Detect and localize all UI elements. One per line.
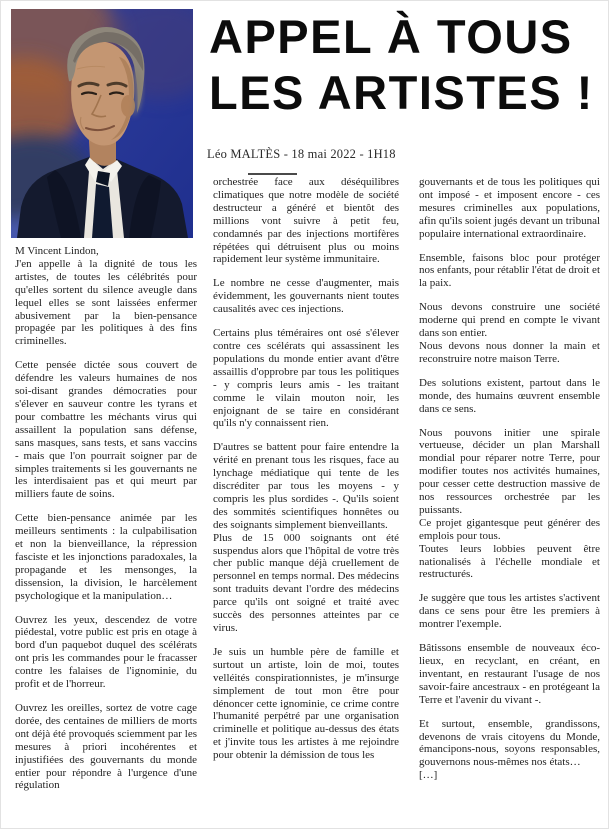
paragraph: Et surtout, ensemble, grandissons, devenons de vrais citoyens du Monde, émancipons-nous, soyons responsables, gouvernons nous-mêmes nos états…: [419, 717, 600, 769]
byline-divider: [248, 173, 297, 175]
column-right: [419, 176, 600, 782]
portrait-photo: [11, 9, 193, 238]
column-middle: [213, 176, 399, 762]
paragraph: Cette pensée dictée sous couvert de défendre les valeurs humaines de nos soi-disant grandes démocraties pour s'élever en sauveur contre les tyrans et pour combattre les méchants virus qui assaillent la population sans défense, sans masques, sans tests, et sans vaccins - mais que l'on pourrait soigner par de simples traitements si les gouvernants ne les interdisaient pas et qui meurt par milliers faute de soins.: [15, 359, 197, 501]
paragraph: Je suggère que tous les artistes s'activent dans ce sens pour être les premiers à montrer l'exemple.: [419, 592, 600, 631]
paragraph: Cette bien-pensance animée par les meilleurs sentiments : la culpabilisation et non la bienveillance, la répression fasciste et les injonctions paradoxales, la propagande et les mensonges, la dissension, la division, le harcèlement psychologique et la manipulation…: [15, 512, 197, 602]
title-line-1: APPEL À TOUS: [209, 10, 573, 63]
paragraph: Ensemble, faisons bloc pour protéger nos enfants, pour rétablir l'état de droit et la paix.: [419, 251, 600, 290]
paragraph: Bâtissons ensemble de nouveaux éco-lieux, en recyclant, en créant, en inventant, en restaurant l'usage de nos savoir-faire ancestraux - en protégeant la Terre et l'avenir du vivant -.: [419, 642, 600, 706]
paragraph: Certains plus téméraires ont osé s'élever contre ces scélérats qui assassinent les populations du monde entier avant d'être assaillis d'opprobre par tous les politiques - y compris leurs amis - les traitant comme le vilain mouton noir, les enjoignant de se taire en considérant qu'ils n'y connaissent rien.: [213, 327, 399, 430]
paragraph: J'en appelle à la dignité de tous les artistes, de toutes les célébrités pour qu'elles sortent du silence aveugle dans lequel elles se sont laissées enfermer abusivement par la bien-pensance propagée par les politiques à des fins criminelles.: [15, 257, 197, 348]
paragraph: gouvernants et de tous les politiques qui ont imposé - et imposent encore - ces mesures criminelles aux populations, afin qu'ils soient jugés devant un tribunal populaire international extraordinaire.: [419, 176, 601, 240]
paragraph: Nous devons construire une société moderne qui prend en compte le vivant dans son entier.: [419, 301, 600, 340]
paragraph: Le nombre ne cesse d'augmenter, mais évidemment, les gouvernants nient toutes causalités avec ces injections.: [213, 277, 399, 316]
title-line-2: LES ARTISTES !: [209, 66, 594, 119]
paragraph: […]: [419, 769, 438, 782]
photo-ear: [121, 95, 135, 117]
salutation: M Vincent Lindon,: [15, 245, 99, 257]
article-title: [209, 9, 607, 121]
column-left: [15, 245, 197, 792]
paragraph: Ouvrez les oreilles, sortez de votre cage dorée, des centaines de milliers de morts ont déjà été provoqués sciemment par les mesures à priori incohérentes et injustifiées des gouvernants du monde entier pour répondre à l'urgence d'une régulation: [15, 702, 197, 792]
paragraph: Ouvrez les yeux, descendez de votre piédestal, votre public est pris en otage à bord d'un paquebot duquel des scélérats ont pris les commandes pour le fracasser contre les falaises de l'ignominie, du profit et de l'horreur.: [15, 613, 197, 691]
paragraph: Nous pouvons initier une spirale vertueuse, décider un plan Marshall mondial pour réparer notre Terre, pour modifier toutes nos activités humaines, pour cesser cette destruction massive de nos ressources orchestrée par les puissants.: [419, 426, 600, 516]
byline: Léo MALTÈS - 18 mai 2022 - 1H18: [207, 147, 396, 161]
paragraph: Nous devons nous donner la main et reconstruire notre maison Terre.: [419, 339, 600, 365]
paragraph: Toutes leurs lobbies peuvent être nationalisés à l'échelle mondiale et restructurés.: [419, 542, 600, 581]
paragraph: Je suis un humble père de famille et surtout un artiste, loin de moi, toutes velléités conspirationnistes, je m'insurge simplement de tout mon être pour dénoncer cette ignominie, ce crime contre l'humanité perpétré par une organisation criminelle et politique au-dessus des états et j'invite tous les artistes à me rejoindre pour obtenir la démission de tous les: [213, 645, 399, 762]
paragraph: Des solutions existent, partout dans le monde, des humains œuvrent ensemble dans ce sens.: [419, 376, 600, 415]
paragraph: orchestrée face aux déséquilibres climatiques que notre modèle de société destructeur a généré et bientôt des millions vont suivre à petit feu, condamnés par des injections mortifères répétées qui détruisent plus ou moins rapidement leur système immunitaire.: [213, 176, 399, 266]
paragraph: Ce projet gigantesque peut générer des emplois pour tous.: [419, 516, 600, 542]
paragraph: D'autres se battent pour faire entendre la vérité en prenant tous les risques, face au lynchage médiatique qui tente de les discréditer par tous les moyens - y compris les plus sordides -. Qu'ils soient des sommités scientifiques honnêtes ou des soignants simplement bienveillants.: [213, 441, 399, 531]
paragraph: Plus de 15 000 soignants ont été suspendus alors que l'hôpital de votre très cher public manque déjà cruellement de personnel en temps normal. Des médecins sont traduits devant l'ordre des médecins parce qu'ils ont soigné et traité avec succès des personnes atteintes par ce virus.: [213, 531, 399, 634]
portrait-photo-illustration: [11, 9, 193, 238]
